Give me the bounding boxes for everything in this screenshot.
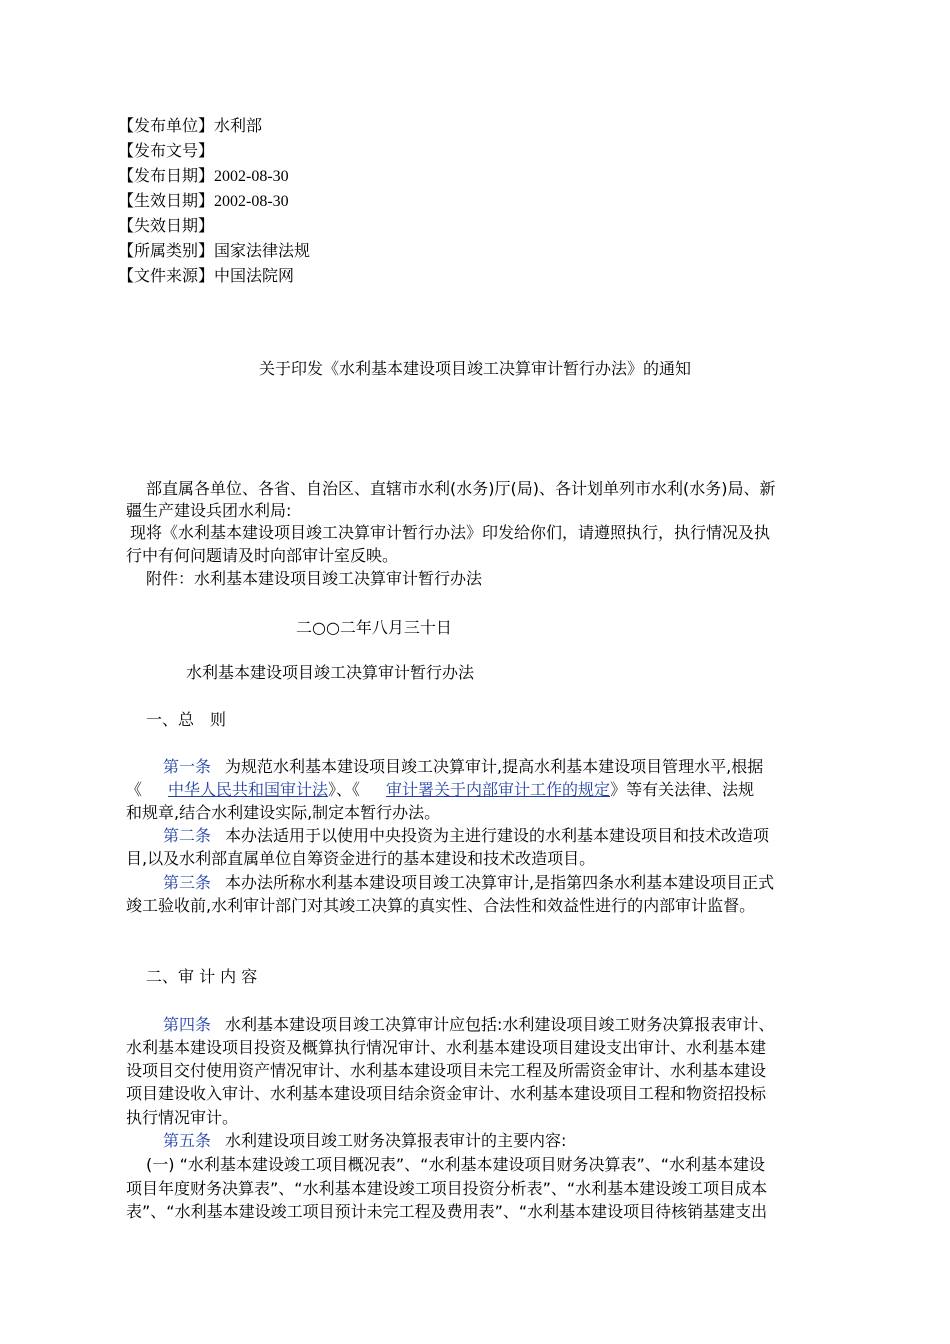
article-3-line1: 第三条 本办法所称水利基本建设项目竣工决算审计,是指第四条水利基本建设项目正式 [163, 873, 775, 892]
article-5-label: 第五条 [163, 1131, 212, 1150]
meta-category: 【所属类别】国家法律法规 [118, 241, 311, 260]
notice-addressee-line1: 部直属各单位、各省、自治区、直辖市水利(水务)厅(局)、各计划单列市水利(水务)局、新 [146, 479, 776, 498]
notice-date: 二○○二年八月三十日 [296, 618, 452, 637]
article-4-line5: 执行情况审计。 [126, 1108, 239, 1127]
article-4-line4: 项目建设收入审计、水利基本建设项目结余资金审计、水利基本建设项目工程和物资招投标 [126, 1084, 767, 1103]
chapter-2-heading: 二、审 计 内 容 [146, 967, 258, 986]
article-5-item1-line3: 表”、“水利基本建设竣工项目预计未完工程及费用表”、“水利基本建设项目待核销基建支出 [126, 1202, 768, 1221]
article-3-label: 第三条 [163, 873, 212, 892]
meta-issue-date: 【发布日期】2002-08-30 [118, 166, 289, 185]
notice-title: 关于印发《水利基本建设项目竣工决算审计暂行办法》的通知 [258, 359, 691, 378]
article-1-line3: 和规章,结合水利建设实际,制定本暂行办法。 [126, 803, 441, 822]
article-2-line1: 第二条 本办法适用于以使用中央投资为主进行建设的水利基本建设项目和技术改造项 [163, 826, 770, 845]
meta-publisher: 【发布单位】水利部 [118, 116, 263, 135]
link-audit-law[interactable]: 中华人民共和国审计法 [168, 780, 329, 799]
regulation-title: 水利基本建设项目竣工决算审计暂行办法 [186, 663, 475, 682]
meta-effective-date: 【生效日期】2002-08-30 [118, 191, 289, 210]
meta-doc-no: 【发布文号】 [118, 141, 215, 160]
meta-expiry-date: 【失效日期】 [118, 216, 215, 235]
article-2-label: 第二条 [163, 826, 212, 845]
article-3-line2: 竣工验收前,水利审计部门对其竣工决算的真实性、合法性和效益性进行的内部审计监督。 [126, 896, 756, 915]
article-2-line2: 目,以及水利部直属单位自筹资金进行的基本建设和技术改造项目。 [126, 849, 596, 868]
article-5-line1: 第五条 水利建设项目竣工财务决算报表审计的主要内容: [163, 1131, 567, 1150]
article-4-line2: 水利基本建设项目投资及概算执行情况审计、水利基本建设项目建设支出审计、水利基本建 [126, 1038, 767, 1057]
article-5-item1-line1: (一) “水利基本建设竣工项目概况表”、“水利基本建设项目财务决算表”、“水利基本建设 [146, 1155, 766, 1174]
notice-body-line2: 行中有何问题请及时向部审计室反映。 [126, 546, 399, 565]
meta-source: 【文件来源】中国法院网 [118, 266, 295, 285]
article-1-label: 第一条 [163, 757, 212, 776]
link-internal-audit-regulation[interactable]: 审计署关于内部审计工作的规定 [386, 780, 611, 799]
article-4-label: 第四条 [163, 1015, 212, 1034]
notice-attachment: 附件：水利基本建设项目竣工决算审计暂行办法 [146, 569, 483, 588]
article-1-line2: 《 中华人民共和国审计法》、《 审计署关于内部审计工作的规定》等有关法律、法规 [126, 780, 755, 799]
article-4-line3: 设项目交付使用资产情况审计、水利基本建设项目未完工程及所需资金审计、水利基本建设 [126, 1061, 767, 1080]
notice-body-line1: 现将《水利基本建设项目竣工决算审计暂行办法》印发给你们，请遵照执行，执行情况及执 [130, 523, 771, 542]
article-4-line1: 第四条 水利基本建设项目竣工决算审计应包括:水利建设项目竣工财务决算报表审计、 [163, 1015, 775, 1034]
chapter-1-heading: 一、总 则 [146, 710, 227, 729]
article-1-line1: 第一条 为规范水利基本建设项目竣工决算审计,提高水利基本建设项目管理水平,根据 [163, 757, 764, 776]
notice-addressee-line2: 疆生产建设兵团水利局: [126, 501, 292, 520]
article-5-item1-line2: 项目年度财务决算表”、“水利基本建设竣工项目投资分析表”、“水利基本建设竣工项目成本 [126, 1179, 768, 1198]
